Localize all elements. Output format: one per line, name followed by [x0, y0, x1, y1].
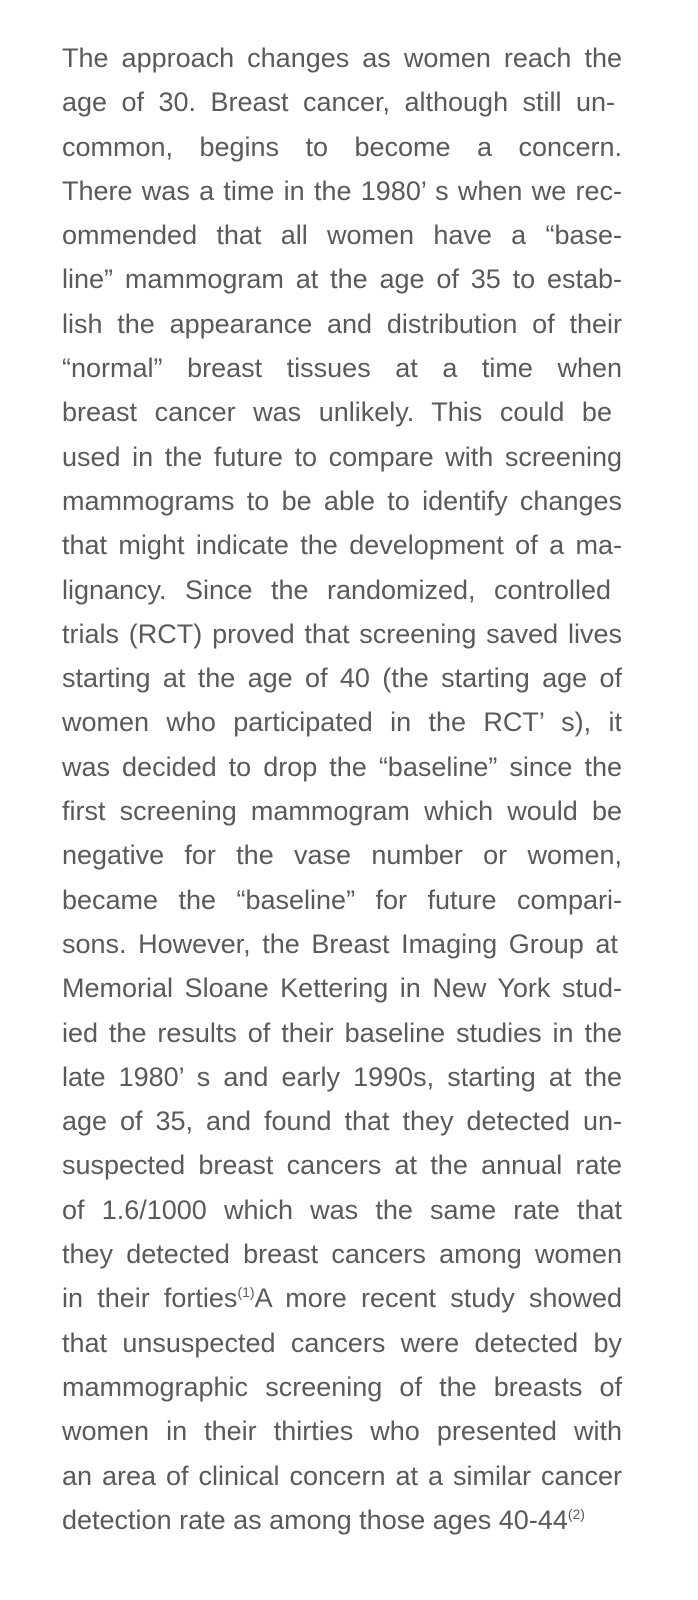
paragraph-line: common, begins to become a concern. [62, 131, 622, 162]
paragraph-line: late 1980’ s and early 1990s, starting at the [62, 1061, 622, 1092]
paragraph-line: first screening mammogram which would be [62, 796, 622, 827]
paragraph-line: breast cancer was unlikely. This could be [62, 397, 612, 428]
paragraph-line: was decided to drop the “baseline” since the [62, 751, 622, 782]
paragraph-line: mammographic screening of the breasts of [62, 1371, 622, 1402]
paragraph-line: trials (RCT) proved that screening saved lives [62, 618, 622, 649]
paragraph-line: “normal” breast tissues at a time when [62, 353, 622, 384]
paragraph-line: an area of clinical concern at a similar cancer [62, 1460, 622, 1491]
document-page [62, 36, 622, 1542]
paragraph-line: of 1.6/1000 which was the same rate that [62, 1194, 622, 1225]
paragraph-line: mammograms to be able to identify changes [62, 485, 622, 516]
paragraph-line: sons. However, the Breast Imaging Group at [62, 928, 618, 959]
paragraph-line-with-footnote [62, 1276, 622, 1320]
footnote-reference-1: (1) [237, 1284, 255, 1301]
footnote-reference-2: (2) [567, 1505, 585, 1522]
paragraph-line: ied the results of their baseline studies in the [62, 1017, 622, 1048]
line-text-before-footnote: in their forties [62, 1283, 238, 1314]
paragraph-line: age of 35, and found that they detected un- [62, 1106, 622, 1137]
paragraph-line: they detected breast cancers among women [62, 1239, 622, 1270]
last-line-text: detection rate as among those ages 40-44 [62, 1504, 568, 1535]
paragraph-line: age of 30. Breast cancer, although still un- [62, 87, 616, 118]
paragraph-line: women who participated in the RCT’ s), it [62, 707, 622, 738]
paragraph-line: used in the future to compare with screening [62, 441, 622, 472]
paragraph-last-line [62, 1498, 622, 1542]
paragraph-line: that unsuspected cancers were detected by [62, 1327, 622, 1358]
paragraph-line: that might indicate the development of a ma- [62, 530, 622, 561]
paragraph-line: The approach changes as women reach the [62, 43, 622, 73]
paragraph-line: starting at the age of 40 (the starting age of [62, 663, 622, 694]
paragraph-line: lish the appearance and distribution of their [62, 308, 622, 339]
body-paragraph [62, 36, 622, 1542]
paragraph-line: Memorial Sloane Kettering in New York stud- [62, 973, 622, 1004]
paragraph-line: ommended that all women have a “base- [62, 220, 622, 251]
paragraph-line: There was a time in the 1980’ s when we rec- [62, 175, 622, 206]
paragraph-line: women in their thirties who presented with [62, 1416, 622, 1447]
paragraph-line: line” mammogram at the age of 35 to estab- [62, 264, 622, 295]
paragraph-line: lignancy. Since the randomized, controlled [62, 574, 612, 605]
paragraph-line: suspected breast cancers at the annual rate [62, 1150, 622, 1181]
paragraph-line: negative for the vase number or women, [62, 840, 622, 871]
line-text-after-footnote: A more recent study showed [254, 1283, 622, 1314]
paragraph-line: became the “baseline” for future compari- [62, 884, 622, 915]
